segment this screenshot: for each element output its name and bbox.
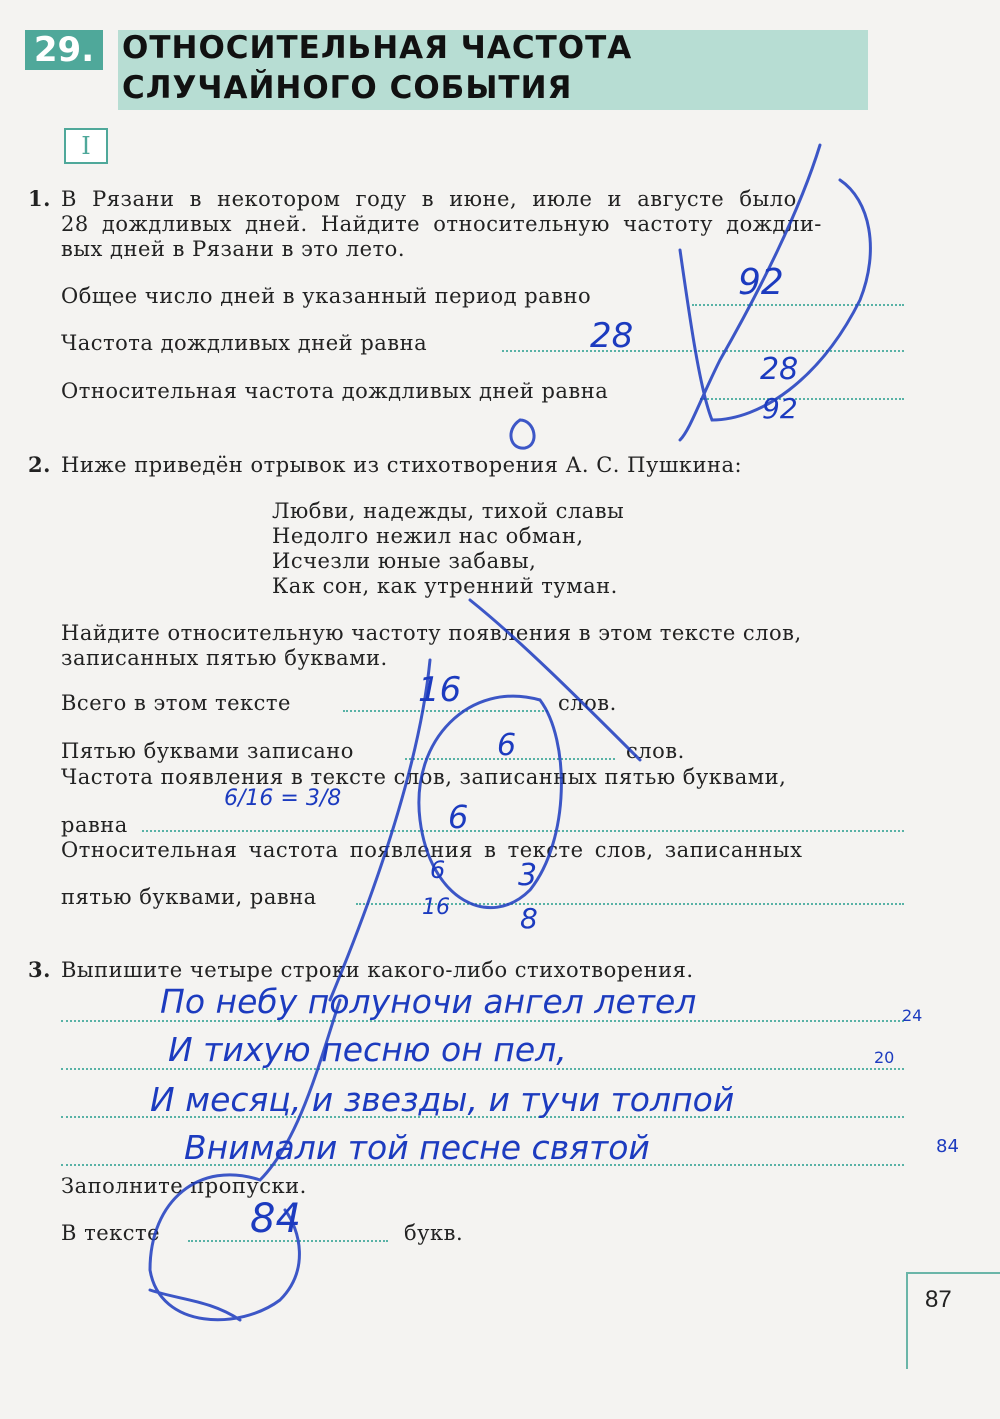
handwritten-line-4: Внимали той песне святой <box>184 1128 650 1167</box>
task2-rel-label-2: пятью буквами, равна <box>61 885 317 909</box>
task1-fill2-label: Частота дождливых дней равна <box>61 331 428 355</box>
task2-freq-fraction: 6/16 = 3/8 <box>224 786 342 811</box>
task2-freq-answer: 6 <box>448 798 469 836</box>
task2-five-answer: 6 <box>497 728 517 763</box>
poem-line-1: Любви, надежды, тихой славы <box>272 499 625 523</box>
task2-five-label: Пятью буквами записано <box>61 739 354 763</box>
title-line-2: СЛУЧАЙНОГО СОБЫТИЯ <box>122 70 573 106</box>
level-badge: I <box>64 128 108 164</box>
margin-count-4: 84 <box>936 1136 959 1157</box>
task2-rel-label-1: Относительная частота появления в тексте слов, записанных <box>61 838 803 862</box>
task2-total-suffix: слов. <box>558 691 617 715</box>
handwritten-line-3: И месяц, и звезды, и тучи толпой <box>150 1080 735 1119</box>
task3-number: 3. <box>28 957 51 982</box>
section-number: 29. <box>25 30 103 70</box>
task2-freq-label-1: Частота появления в тексте слов, записанных пятью буквами, <box>61 765 787 789</box>
task2-question-1: Найдите относительную частоту появления в этом тексте слов, <box>61 621 802 645</box>
task2-total-label: Всего в этом тексте <box>61 691 291 715</box>
task3-question: Выпишите четыре строки какого-либо стихотворения. <box>61 958 694 982</box>
task2-freq-label-2: равна <box>61 813 128 837</box>
task2-number: 2. <box>28 452 51 477</box>
task1-fill2-answer: 28 <box>590 316 634 356</box>
task1-line-3: вых дней в Рязани в это лето. <box>61 237 405 261</box>
page-number: 87 <box>925 1286 952 1313</box>
task1-line-1: В Рязани в некотором году в июне, июле и августе было <box>61 187 797 211</box>
task2-total-answer: 16 <box>418 670 462 710</box>
task2-rel-num2: 3 <box>518 858 538 893</box>
task1-fill1-answer: 92 <box>738 262 784 303</box>
task2-rel-den1: 16 <box>422 895 450 920</box>
margin-count-1: 24 <box>902 1006 923 1025</box>
task1-fill3-den: 92 <box>762 392 798 425</box>
page-number-box <box>906 1272 1000 1369</box>
poem-line-3: Исчезли юные забавы, <box>272 549 537 573</box>
task1-fill3-num: 28 <box>760 352 799 387</box>
task2-rel-num1: 6 <box>430 856 446 884</box>
handwritten-line-2: И тихую песню он пел, <box>168 1030 567 1069</box>
task1-fill1-label: Общее число дней в указанный период равно <box>61 284 592 308</box>
task1-number: 1. <box>28 186 51 211</box>
task2-five-suffix: слов. <box>626 739 685 763</box>
title-line-1: ОТНОСИТЕЛЬНАЯ ЧАСТОТА <box>122 30 633 66</box>
poem-line-2: Недолго нежил нас обман, <box>272 524 584 548</box>
task3-letters-suffix: букв. <box>404 1221 464 1245</box>
task1-line-2: 28 дождливых дней. Найдите относительную частоту дождли- <box>61 212 822 236</box>
task1-fill3-label: Относительная частота дождливых дней равна <box>61 379 609 403</box>
task3-fill-prompt: Заполните пропуски. <box>61 1174 307 1198</box>
task3-letters-label: В тексте <box>61 1221 161 1245</box>
task3-letters-answer: 84 <box>250 1196 301 1242</box>
task2-rel-den2: 8 <box>520 902 538 935</box>
handwritten-line-1: По небу полуночи ангел летел <box>160 982 697 1021</box>
task2-intro: Ниже приведён отрывок из стихотворения А. С. Пушкина: <box>61 453 743 477</box>
margin-count-2: 20 <box>874 1048 895 1067</box>
poem-line-4: Как сон, как утренний туман. <box>272 574 618 598</box>
task2-question-2: записанных пятью буквами. <box>61 646 388 670</box>
